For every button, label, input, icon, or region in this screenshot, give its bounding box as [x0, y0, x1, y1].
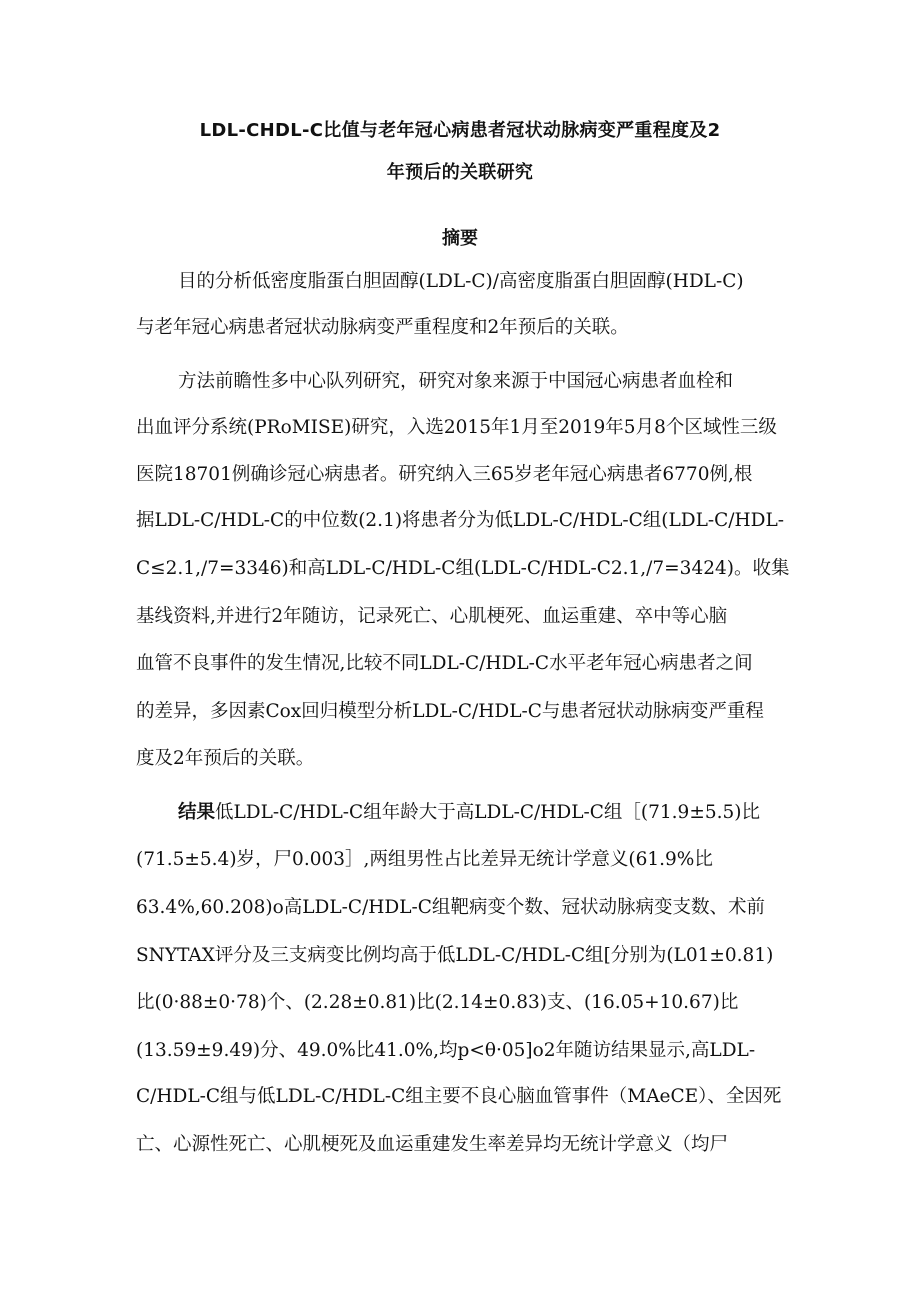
results-line-text: 低LDL-C/HDL-C组年龄大于高LDL-C/HDL-C组［(71.9±5.5)比 [215, 802, 760, 823]
methods-line: 血管不良事件的发生情况,比较不同LDL-C/HDL-C水平老年冠心病患者之间 [136, 653, 753, 674]
results-line: 63.4%,60.208)o高LDL-C/HDL-C组靶病变个数、冠状动脉病变支数、术前 [136, 897, 765, 918]
title-line-1: LDL-CHDL-C比值与老年冠心病患者冠状动脉病变严重程度及2 [199, 120, 721, 141]
methods-line: 据LDL-C/HDL-C的中位数(2.1)将患者分为低LDL-C/HDL-C组(LDL-C/HDL- [136, 510, 785, 531]
methods-line: C≤2.1,/7=3346)和高LDL-C/HDL-C组(LDL-C/HDL-C2.1,/7=3424)。收集 [136, 558, 790, 579]
title-line-2: 年预后的关联研究 [386, 162, 534, 183]
results-line [178, 801, 760, 825]
methods-line: 医院18701例确诊冠心病患者。研究纳入三65岁老年冠心病患者6770例,根 [136, 464, 753, 485]
results-line: SNYTAX评分及三支病变比例均高于低LDL-C/HDL-C组[分别为(L01±0.81) [136, 945, 774, 966]
methods-line: 基线资料,并进行2年随访，记录死亡、心肌梗死、血运重建、卒中等心脑 [136, 606, 728, 627]
results-line: (71.5±5.4)岁，尸0.003］,两组男性占比差异无统计学意义(61.9%比 [136, 849, 713, 870]
objective-line: 与老年冠心病患者冠状动脉病变严重程度和2年预后的关联。 [136, 317, 629, 338]
abstract-heading: 摘要 [442, 228, 478, 249]
results-label: 结果 [178, 802, 216, 823]
methods-line: 的差异，多因素Cox回归模型分析LDL-C/HDL-C与患者冠状动脉病变严重程 [136, 701, 764, 722]
objective-line: 目的分析低密度脂蛋白胆固醇(LDL-C)/高密度脂蛋白胆固醇(HDL-C) [178, 271, 744, 292]
results-line: (13.59±9.49)分、49.0%比41.0%,均p<θ·05]o2年随访结果显示,高LDL- [136, 1040, 756, 1061]
methods-line: 出血评分系统(PRoMISE)研究，入选2015年1月至2019年5月8个区域性三级 [136, 417, 777, 438]
methods-line: 度及2年预后的关联。 [136, 748, 315, 769]
results-line: 亡、心源性死亡、心肌梗死及血运重建发生率差异均无统计学意义（均尸 [136, 1134, 729, 1155]
results-line: C/HDL-C组与低LDL-C/HDL-C组主要不良心脑血管事件（MAeCE）、全因死 [136, 1086, 782, 1107]
results-line: 比(0·88±0·78)个、(2.28±0.81)比(2.14±0.83)支、(16.05+10.67)比 [136, 992, 739, 1013]
methods-line: 方法前瞻性多中心队列研究，研究对象来源于中国冠心病患者血栓和 [178, 371, 734, 392]
